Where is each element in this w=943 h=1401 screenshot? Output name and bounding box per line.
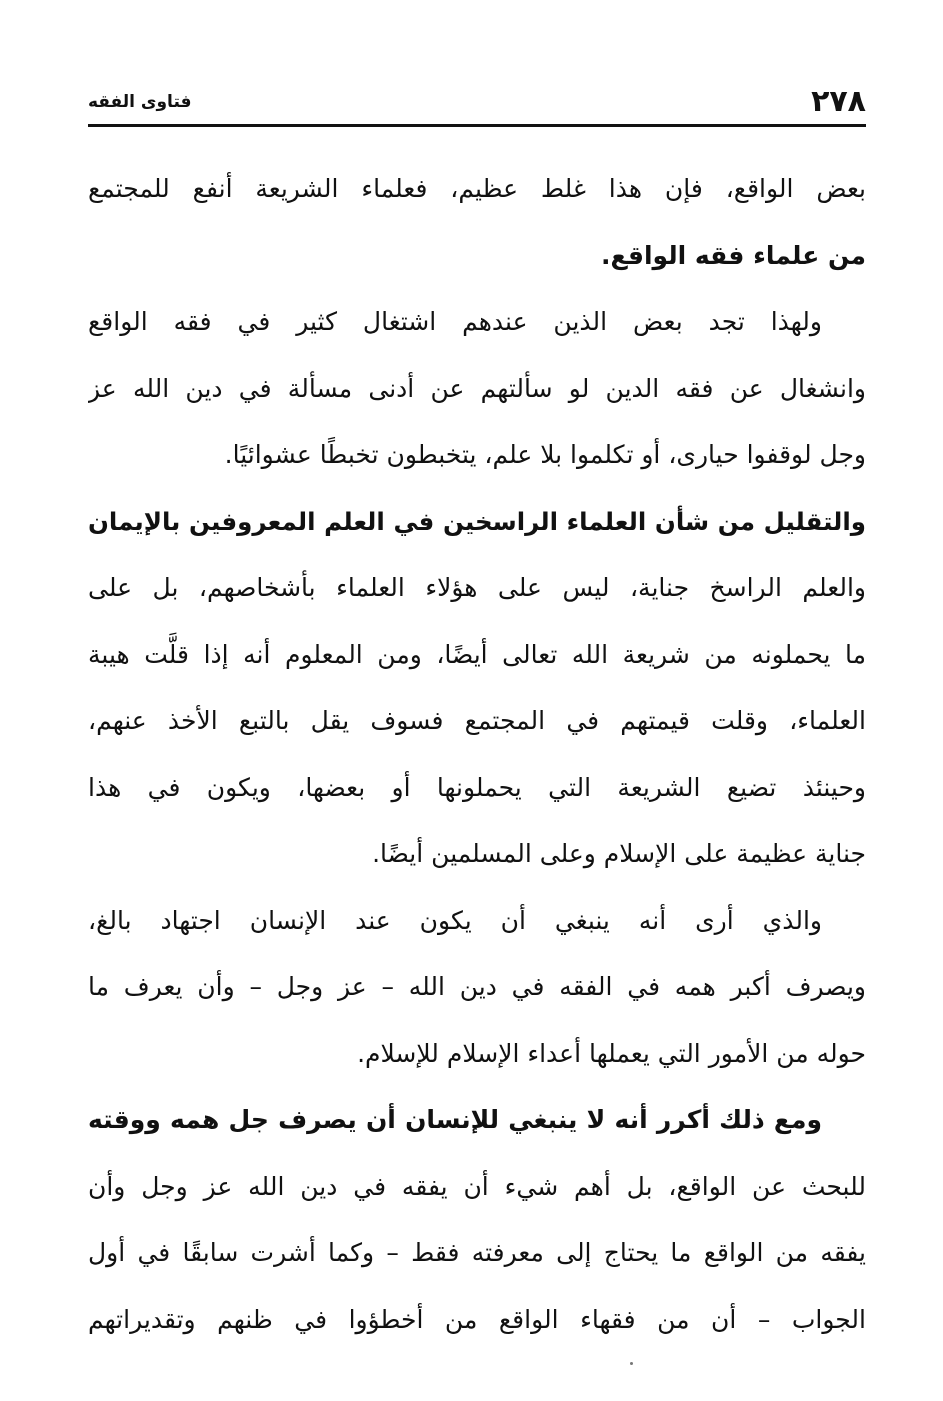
text-line: حوله من الأمور التي يعملها أعداء الإسلام للإسلام. <box>357 1038 866 1068</box>
text-line: جناية عظيمة على الإسلام وعلى المسلمين أيضًا. <box>372 839 866 868</box>
header-rule <box>88 124 866 127</box>
text-line: وحينئذ تضيع الشريعة التي يحملونها أو بعضها، ويكون في هذا <box>88 772 866 802</box>
body-text <box>88 156 866 1353</box>
text-line: والتقليل من شأن العلماء الراسخين في العلم المعروفين بالإيمان <box>88 506 866 536</box>
text-line: الجواب – أن من فقهاء الواقع من أخطؤوا في ظنهم وتقديراتهم <box>88 1304 866 1334</box>
text-line: للبحث عن الواقع، بل أهم شيء أن يفقه في دين الله عز وجل وأن <box>88 1171 866 1201</box>
page-number: ٢٧٨ <box>811 84 866 119</box>
text-line: ويصرف أكبر همه في الفقه في دين الله – عز وجل – وأن يعرف ما <box>88 972 866 1001</box>
page-header <box>88 82 866 122</box>
running-title: فتاوى الفقه <box>88 92 192 112</box>
text-line: ما يحملونه من شريعة الله تعالى أيضًا، ومن المعلوم أنه إذا قلَّت هيبة <box>88 639 866 669</box>
text-line: وجل لوقفوا حيارى، أو تكلموا بلا علم، يتخبطون تخبطًا عشوائيًا. <box>224 440 866 469</box>
text-line: والذي أرى أنه ينبغي أن يكون عند الإنسان اجتهاد بالغ، <box>88 905 822 935</box>
text-line: ولهذا تجد بعض الذين عندهم اشتغال كثير في فقه الواقع <box>88 307 822 336</box>
text-line: والعلم الراسخ جناية، ليس على هؤلاء العلماء بأشخاصهم، بل على <box>88 573 866 602</box>
text-line: من علماء فقه الواقع. <box>601 240 866 270</box>
text-line: بعض الواقع، فإن هذا غلط عظيم، فعلماء الشريعة أنفع للمجتمع <box>88 174 866 203</box>
scan-speck <box>630 1362 633 1365</box>
text-line: العلماء، وقلت قيمتهم في المجتمع فسوف يقل بالتبع الأخذ عنهم، <box>88 706 866 735</box>
text-line: وانشغال عن فقه الدين لو سألتهم عن أدنى مسألة في دين الله عز <box>88 373 866 403</box>
text-line: ومع ذلك أكرر أنه لا ينبغي للإنسان أن يصرف جل همه ووقته <box>88 1105 822 1134</box>
text-line: يفقه من الواقع ما يحتاج إلى معرفته فقط – وكما أشرت سابقًا في أول <box>88 1238 866 1267</box>
